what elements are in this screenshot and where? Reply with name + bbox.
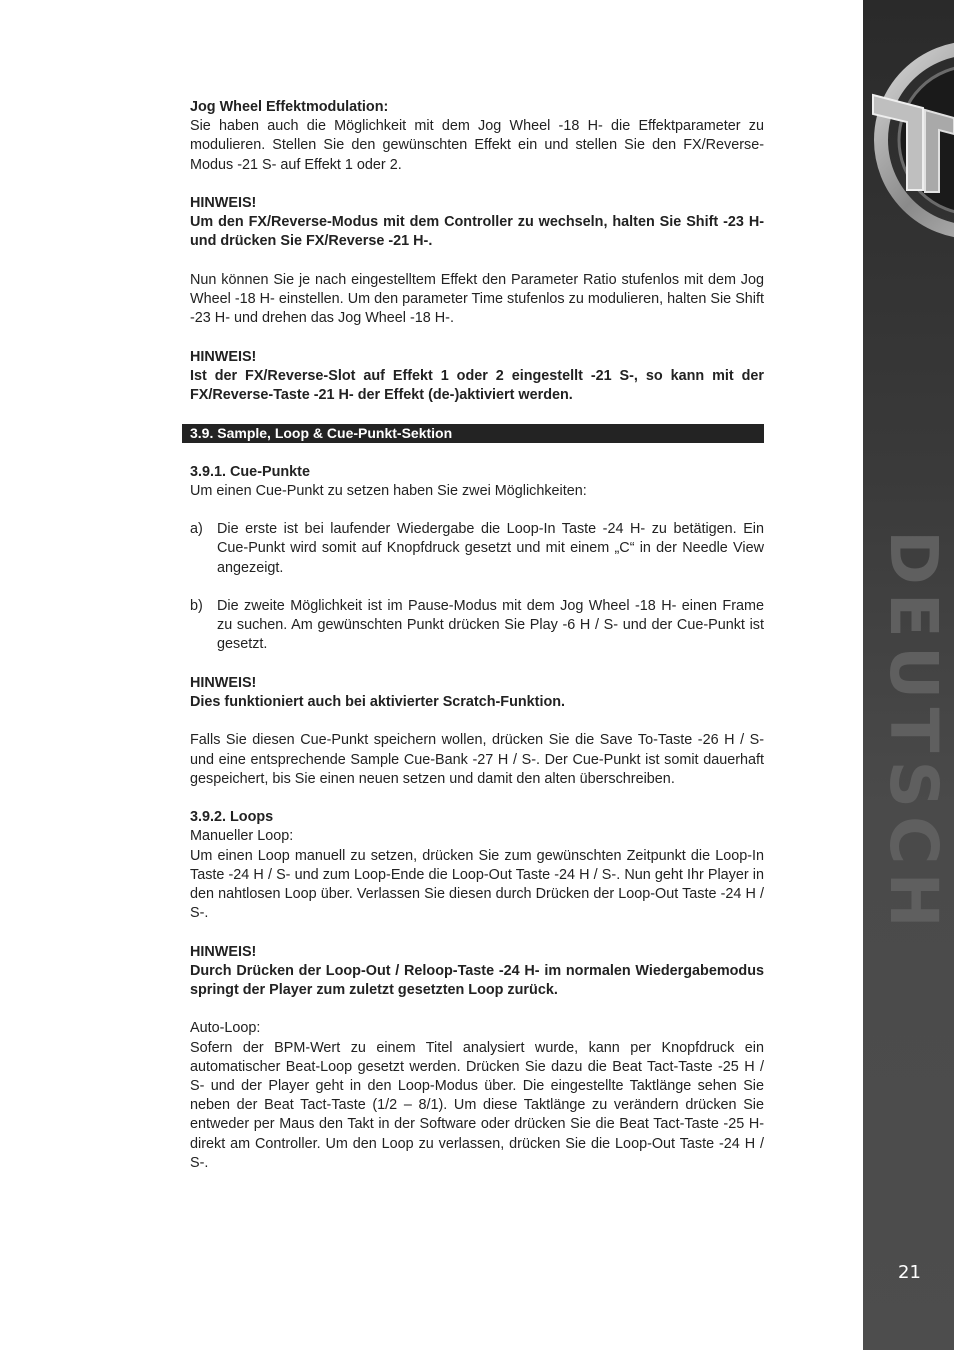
note-text: Ist der FX/Reverse-Slot auf Effekt 1 oder 2 eingestellt -21 S-, so kann mit der FX/Reverse-Taste -21 H- der Effekt (de-)aktiviert werden. [190,367,764,403]
list-item-label: a) [190,521,203,538]
manual-loop-label: Manueller Loop: [190,828,294,845]
note-title: HINWEIS! [190,195,257,211]
note-text: Dies funktioniert auch bei aktivierter Scratch-Funktion. [190,693,566,710]
brand-logo-icon [863,40,954,240]
jog-body: Sie haben auch die Möglichkeit mit dem Jog Wheel -18 H- die Effektparameter zu modulieren. Stellen Sie den gewünschten Effekt ein und stellen Sie den FX/Reverse-Modus -21 S- auf Effekt 1 oder 2. [190,118,764,173]
note-text: Um den FX/Reverse-Modus mit dem Controller zu wechseln, halten Sie Shift -23 H- und drücken Sie FX/Reverse -21 H-. [190,214,764,250]
cue-options-list [190,520,764,654]
note-title: HINWEIS! [190,674,257,691]
page-number: 21 [898,1262,921,1283]
ratio-paragraph: Nun können Sie je nach eingestelltem Effekt den Parameter Ratio stufenlos mit dem Jog Wheel -18 H- einstellen. Um den parameter Time stufenlos zu modulieren, halten Sie Shift -23 H- und drehen das Jog Wheel -18 H-. [190,271,764,327]
jog-heading: Jog Wheel Effektmodulation: [190,99,389,115]
manual-loop-text: Um einen Loop manuell zu setzen, drücken Sie zum gewünschten Zeitpunkt die Loop-In Taste -24 H / S- und zum Loop-Ende die Loop-Out Taste -24 H / S-. Nun geht Ihr Player in den nahtlosen Loop über. Verlassen Sie diesen durch Drücken der Loop-Out Taste -24 H / S-. [190,847,764,922]
loops-heading: 3.9.2. Loops [190,809,274,826]
section-header: 3.9. Sample, Loop & Cue-Punkt-Sektion [182,424,764,443]
auto-loop-label: Auto-Loop: [190,1020,261,1037]
language-label: DEUTSCH [875,530,952,936]
list-item-text: Die zweite Möglichkeit ist im Pause-Modus mit dem Jog Wheel -18 H- einen Frame zu suchen. Am gewünschten Punkt drücken Sie Play -6 H / S- und der Cue-Punkt ist gesetzt. [217,597,764,653]
manual-content [190,98,764,1192]
note-title: HINWEIS! [190,943,257,960]
list-item [190,597,764,655]
cue-heading: 3.9.1. Cue-Punkte [190,463,310,480]
list-item-label: b) [190,597,203,614]
auto-loop-text: Sofern der BPM-Wert zu einem Titel analysiert wurde, kann per Knopfdruck ein automatischer Beat-Loop gesetzt werden. Drücken Sie dazu die Beat Tact-Taste -25 H / S- und der Player geht in den Loop-Modus über. Die eingestellte Taktlänge sehen Sie neben der Beat Tact-Taste (1/2 – 8/1). Um diese Taktlänge zu verändern drücken Sie entweder per Maus den Takt in der Software oder drücken Sie die Beat Tact-Taste -25 H- direkt am Controller. Um den Loop zu verlassen, drücken Sie die Loop-Out Taste -24 H / S-. [190,1039,764,1171]
list-item-text: Die erste ist bei laufender Wiedergabe die Loop-In Taste -24 H- zu betätigen. Ein Cue-Punkt wird somit auf Knopfdruck gesetzt und mit einem „C“ in der Needle View angezeigt. [217,521,764,576]
list-item [190,520,764,578]
note-text: Durch Drücken der Loop-Out / Reloop-Taste -24 H- im normalen Wiedergabemodus springt der Player zum zuletzt gesetzten Loop zurück. [190,962,764,998]
note-title: HINWEIS! [190,348,257,365]
cue-intro: Um einen Cue-Punkt zu setzen haben Sie zwei Möglichkeiten: [190,482,587,499]
save-paragraph: Falls Sie diesen Cue-Punkt speichern wollen, drücken Sie die Save To-Taste -26 H / S- und eine entsprechende Sample Cue-Bank -27 H / S-. Der Cue-Punkt ist somit dauerhaft gespeichert, bis Sie einen neuen setzen und damit den alten überschreiben. [190,732,764,787]
